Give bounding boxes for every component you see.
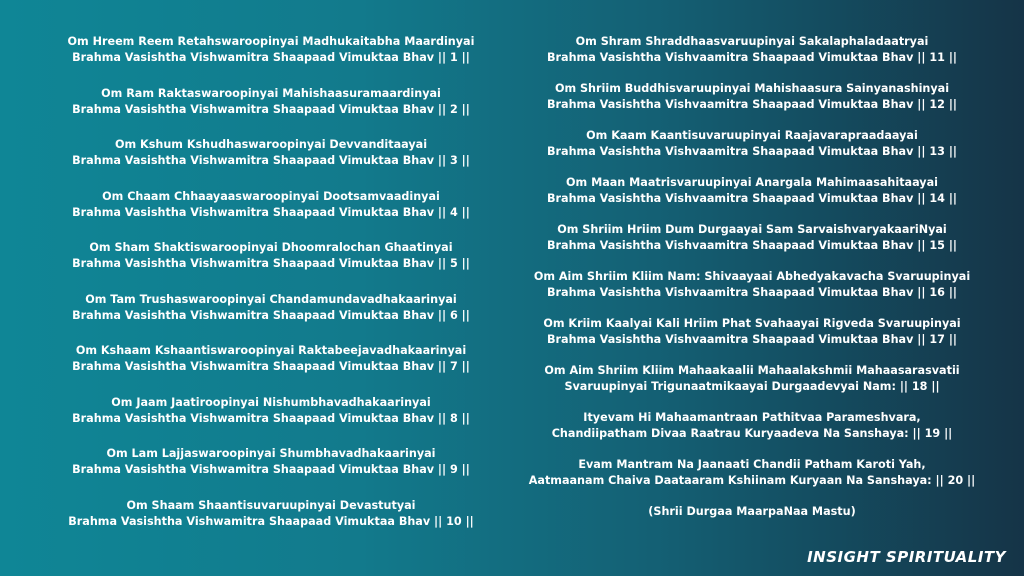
verse-line: Om Aim Shriim Kliim Mahaakaalii Mahaalakshmii Mahaasarasvatii: [544, 364, 960, 377]
verse-line: Brahma Vasishtha Vishvaamitra Shaapaad Vimuktaa Bhav || 17 ||: [546, 333, 957, 346]
verse-12: [517, 81, 987, 113]
verse-line: Om Hreem Reem Retahswaroopinyai Madhukaitabha Maardinyai: [67, 35, 475, 48]
verse-17: [517, 316, 987, 348]
verse-20: [517, 457, 987, 489]
verse-line: Om Kshaam Kshaantiswaroopinyai Raktabeejavadhakaarinyai: [75, 344, 467, 357]
left-column: [36, 34, 506, 549]
verse-line: Om Chaam Chhaayaaswaroopinyai Dootsamvaadinyai: [102, 189, 440, 203]
verse-18: [517, 363, 987, 395]
verse-5: [36, 240, 506, 272]
verse-line: Om Tam Trushaswaroopinyai Chandamundavadhakaarinyai: [85, 292, 457, 306]
verse-line: Om Ram Raktaswaroopinyai Mahishaasuramaardinyai: [101, 86, 441, 100]
verse-line: Brahma Vasishtha Vishvaamitra Shaapaad Vimuktaa Bhav || 15 ||: [546, 239, 957, 252]
verse-line: Brahma Vasishtha Vishwamitra Shaapaad Vimuktaa Bhav || 10 ||: [68, 514, 474, 528]
verse-line: Om Jaam Jaatiroopinyai Nishumbhavadhakaarinyai: [111, 395, 431, 409]
verse-10: [36, 498, 506, 530]
right-column: [517, 34, 987, 535]
verse-line: Brahma Vasishtha Vishvaamitra Shaapaad Vimuktaa Bhav || 16 ||: [546, 286, 957, 299]
verse-line: Evam Mantram Na Jaanaati Chandii Patham Karoti Yah,: [578, 458, 926, 471]
verse-line: Brahma Vasishtha Vishvaamitra Shaapaad Vimuktaa Bhav || 11 ||: [546, 51, 957, 64]
verse-line: Brahma Vasishtha Vishwamitra Shaapaad Vimuktaa Bhav || 3 ||: [72, 154, 470, 167]
brand-watermark: INSIGHT SPIRITUALITY: [807, 548, 1006, 566]
verse-line: Brahma Vasishtha Vishwamitra Shaapaad Vimuktaa Bhav || 9 ||: [72, 463, 470, 476]
verse-line: Om Sham Shaktiswaroopinyai Dhoomralochan Ghaatinyai: [89, 241, 453, 254]
verse-line: Om Kshum Kshudhaswaroopinyai Devvanditaayai: [114, 138, 428, 151]
verse-1: [36, 34, 506, 66]
verse-line: Brahma Vasishtha Vishwamitra Shaapaad Vimuktaa Bhav || 4 ||: [72, 205, 470, 219]
verse-3: [36, 137, 506, 169]
verse-4: [36, 189, 506, 221]
verse-line: Om Maan Maatrisvaruupinyai Anargala Mahimaasahitaayai: [566, 176, 938, 189]
verse-9: [36, 446, 506, 478]
verse-line: Brahma Vasishtha Vishwamitra Shaapaad Vimuktaa Bhav || 5 ||: [72, 257, 470, 270]
verse-line: Om Shaam Shaantisuvaruupinyai Devastutyai: [126, 498, 416, 512]
verse-line: Brahma Vasishtha Vishwamitra Shaapaad Vimuktaa Bhav || 2 ||: [72, 102, 470, 116]
verse-line: Om Shriim Hriim Dum Durgaayai Sam SarvaishvaryakaariNyai: [557, 223, 947, 236]
verse-line: Aatmaanam Chaiva Daataaram Kshiinam Kuryaan Na Sanshaya: || 20 ||: [528, 474, 976, 487]
verse-line: Om Kaam Kaantisuvaruupinyai Raajavarapraadaayai: [586, 129, 918, 142]
verse-14: [517, 175, 987, 207]
verse-line: Svaruupinyai Trigunaatmikaayai Durgaadevyai Nam: || 18 ||: [564, 380, 940, 393]
verse-line: Brahma Vasishtha Vishwamitra Shaapaad Vimuktaa Bhav || 7 ||: [72, 360, 470, 373]
verse-11: [517, 34, 987, 66]
closing-line: [517, 504, 987, 520]
closing-text: (Shrii Durgaa MaarpaNaa Mastu): [648, 505, 856, 518]
verse-line: Brahma Vasishtha Vishvaamitra Shaapaad Vimuktaa Bhav || 12 ||: [546, 98, 957, 111]
verse-line: Brahma Vasishtha Vishvaamitra Shaapaad Vimuktaa Bhav || 13 ||: [546, 145, 957, 158]
verse-line: Om Lam Lajjaswaroopinyai Shumbhavadhakaarinyai: [106, 447, 436, 460]
verse-line: Om Shram Shraddhaasvaruupinyai Sakalaphaladaatryai: [575, 35, 929, 48]
verse-line: Om Shriim Buddhisvaruupinyai Mahishaasura Sainyanashinyai: [554, 82, 950, 95]
verse-line: Brahma Vasishtha Vishwamitra Shaapaad Vimuktaa Bhav || 6 ||: [72, 308, 470, 322]
verse-line: Om Kriim Kaalyai Kali Hriim Phat Svahaayai Rigveda Svaruupinyai: [543, 317, 961, 330]
verse-2: [36, 86, 506, 118]
verse-13: [517, 128, 987, 160]
verse-19: [517, 410, 987, 442]
verse-line: Brahma Vasishtha Vishvaamitra Shaapaad Vimuktaa Bhav || 14 ||: [546, 192, 957, 205]
verse-8: [36, 395, 506, 427]
verse-line: Brahma Vasishtha Vishwamitra Shaapaad Vimuktaa Bhav || 1 ||: [72, 51, 470, 64]
verse-line: Brahma Vasishtha Vishwamitra Shaapaad Vimuktaa Bhav || 8 ||: [72, 411, 470, 425]
verse-16: [517, 269, 987, 301]
verse-7: [36, 343, 506, 375]
verse-6: [36, 292, 506, 324]
verse-line: Chandiipatham Divaa Raatrau Kuryaadeva Na Sanshaya: || 19 ||: [551, 427, 953, 440]
verse-line: Om Aim Shriim Kliim Nam: Shivaayaai Abhedyakavacha Svaruupinyai: [533, 270, 971, 283]
verse-15: [517, 222, 987, 254]
verse-line: Ityevam Hi Mahaamantraan Pathitvaa Parameshvara,: [583, 411, 921, 424]
